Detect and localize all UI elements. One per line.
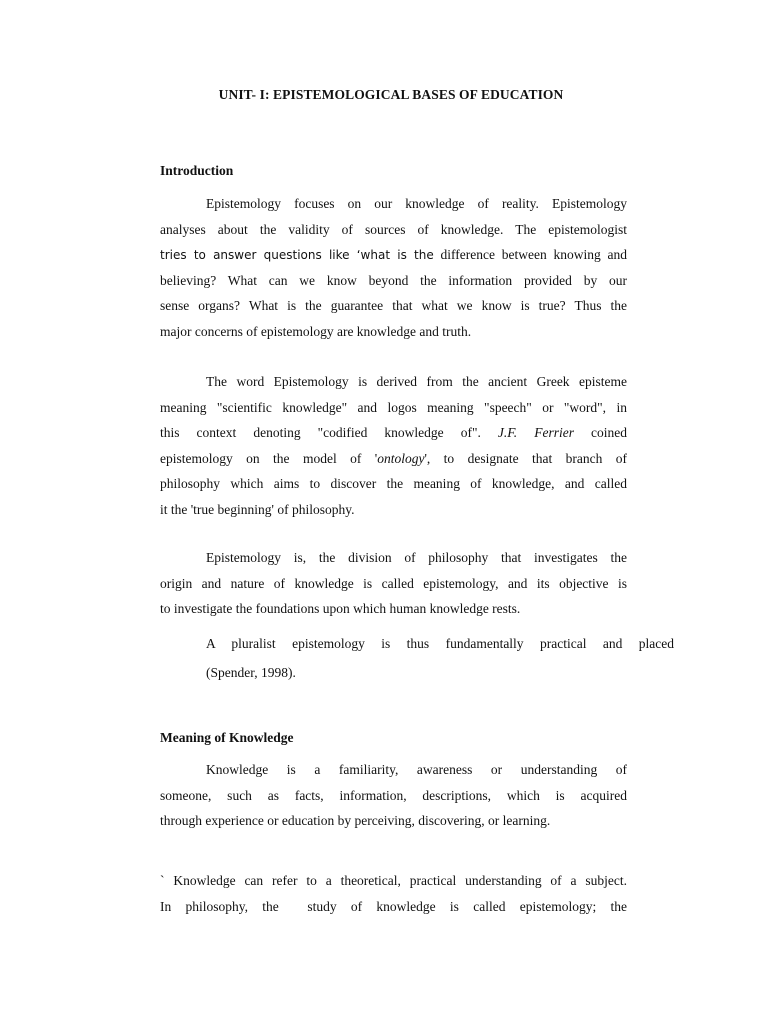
text-line: Knowledge is a familiarity, awareness or understanding of [206, 762, 627, 777]
emphasized-term: ontology [377, 450, 425, 466]
text-fragment: epistemology on the model of ' [160, 450, 378, 466]
text-line: meaning "scientific knowledge" and logos meaning "speech" or "word", in [160, 399, 627, 415]
text-line: ` Knowledge can refer to a theoretical, practical understanding of a subject. [160, 873, 627, 888]
text-line: philosophy which aims to discover the meaning of knowledge, and called [160, 476, 627, 492]
intro-paragraph-2 [160, 369, 627, 523]
text-line: sense organs? What is the guarantee that what we know is true? Thus the [160, 298, 627, 314]
intro-paragraph-3 [160, 545, 627, 622]
text-line: through experience or education by perceiving, discovering, or learning. [160, 813, 551, 829]
text-line [160, 242, 627, 268]
intro-paragraph-1 [160, 191, 627, 345]
text-line: it the 'true beginning' of philosophy. [160, 501, 355, 517]
text-fragment: tries to answer questions like ‘what is the [160, 248, 434, 263]
text-line: (Spender, 1998). [206, 665, 296, 680]
text-line [160, 420, 627, 446]
text-line: believing? What can we know beyond the information provided by our [160, 272, 627, 288]
text-fragment: ', to designate that branch of [424, 450, 627, 466]
section-heading-introduction: Introduction [160, 163, 234, 178]
text-line: In philosophy, the study of knowledge is called epistemology; the [160, 898, 627, 914]
text-line: analyses about the validity of sources of knowledge. The epistemologist [160, 221, 627, 237]
text-fragment: difference between knowing and [440, 247, 628, 263]
meaning-paragraph-1 [160, 757, 627, 834]
text-line: Epistemology focuses on our knowledge of reality. Epistemology [206, 196, 627, 211]
author-name: J.F. Ferrier [497, 425, 574, 441]
text-line: someone, such as facts, information, descriptions, which is acquired [160, 787, 627, 803]
text-line: The word Epistemology is derived from the ancient Greek episteme [206, 374, 627, 389]
text-fragment: this context denoting "codified knowledge of". [160, 425, 498, 441]
text-line: A pluralist epistemology is thus fundamentally practical and placed [206, 636, 674, 651]
text-line: Epistemology is, the division of philosophy that investigates the [206, 550, 627, 565]
meaning-paragraph-2 [160, 868, 627, 919]
block-quote [206, 629, 674, 687]
section-heading-meaning-of-knowledge: Meaning of Knowledge [160, 730, 294, 745]
text-line: major concerns of epistemology are knowledge and truth. [160, 323, 472, 339]
text-line [160, 446, 627, 472]
text-line: origin and nature of knowledge is called epistemology, and its objective is [160, 575, 627, 591]
text-line: to investigate the foundations upon which human knowledge rests. [160, 601, 521, 617]
page-title: UNIT- I: EPISTEMOLOGICAL BASES OF EDUCATION [218, 87, 564, 102]
text-fragment: coined [573, 425, 627, 441]
